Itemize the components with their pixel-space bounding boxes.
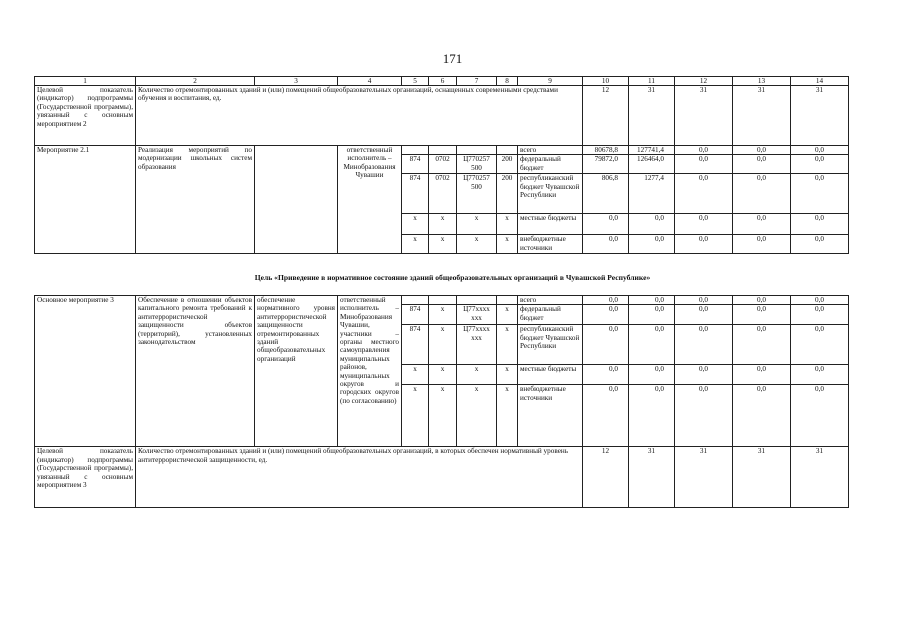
code-cell: x <box>457 235 497 254</box>
value-cell: 1277,4 <box>629 174 675 214</box>
code-cell: 874 <box>402 155 429 174</box>
code-cell <box>429 146 457 155</box>
table-row <box>35 146 849 155</box>
value-cell: 0,0 <box>629 235 675 254</box>
table-row <box>35 296 849 305</box>
header-cell: 9 <box>518 77 583 86</box>
header-cell: 1 <box>35 77 136 86</box>
code-cell: x <box>497 365 518 385</box>
value-cell: 0,0 <box>583 365 629 385</box>
code-cell: x <box>429 385 457 447</box>
code-cell <box>402 146 429 155</box>
target-value: 31 <box>733 447 791 508</box>
value-cell: 80678,8 <box>583 146 629 155</box>
value-cell: 0,0 <box>583 214 629 235</box>
table-event-2 <box>34 76 849 254</box>
source-cell: внебюджетные источники <box>518 235 583 254</box>
event-col3 <box>255 146 338 254</box>
source-cell: федеральный бюджет <box>518 305 583 325</box>
value-cell: 0,0 <box>791 214 849 235</box>
target-value: 31 <box>675 86 733 146</box>
value-cell: 79872,0 <box>583 155 629 174</box>
value-cell: 0,0 <box>675 235 733 254</box>
value-cell: 0,0 <box>791 365 849 385</box>
code-cell: Ц77xxxx xxx <box>457 325 497 365</box>
header-cell: 10 <box>583 77 629 86</box>
value-cell: 0,0 <box>733 296 791 305</box>
value-cell: 0,0 <box>733 325 791 365</box>
value-cell: 0,0 <box>733 385 791 447</box>
code-cell: x <box>497 235 518 254</box>
code-cell: 874 <box>402 174 429 214</box>
value-cell: 0,0 <box>675 296 733 305</box>
value-cell: 806,8 <box>583 174 629 214</box>
value-cell: 0,0 <box>675 155 733 174</box>
code-cell: x <box>429 214 457 235</box>
event-label: Мероприятие 2.1 <box>35 146 136 254</box>
code-cell: x <box>497 385 518 447</box>
value-cell: 0,0 <box>733 305 791 325</box>
code-cell: x <box>429 325 457 365</box>
value-cell: 0,0 <box>791 146 849 155</box>
source-cell: местные бюджеты <box>518 365 583 385</box>
code-cell <box>429 296 457 305</box>
code-cell: x <box>457 214 497 235</box>
target-row <box>35 86 849 146</box>
value-cell: 0,0 <box>733 155 791 174</box>
value-cell: 0,0 <box>791 296 849 305</box>
code-cell: x <box>429 305 457 325</box>
code-cell <box>497 146 518 155</box>
value-cell: 0,0 <box>675 174 733 214</box>
value-cell: 0,0 <box>675 146 733 155</box>
code-cell: x <box>402 214 429 235</box>
code-cell: 0702 <box>429 155 457 174</box>
code-cell: 200 <box>497 174 518 214</box>
source-cell: федеральный бюджет <box>518 155 583 174</box>
code-cell: 0702 <box>429 174 457 214</box>
target-row <box>35 447 849 508</box>
code-cell: x <box>457 385 497 447</box>
event-description: Реализация мероприятий по модернизации школьных систем образования <box>136 146 255 254</box>
value-cell: 0,0 <box>791 174 849 214</box>
target-label: Целевой показатель (индикатор) подпрограммы (Государственной программы), увязанный с основным мероприятием 3 <box>35 447 136 508</box>
value-cell: 126464,0 <box>629 155 675 174</box>
value-cell: 127741,4 <box>629 146 675 155</box>
code-cell: 874 <box>402 325 429 365</box>
target-value: 31 <box>791 86 849 146</box>
target-value: 31 <box>675 447 733 508</box>
code-cell: x <box>457 365 497 385</box>
value-cell: 0,0 <box>675 305 733 325</box>
value-cell: 0,0 <box>583 325 629 365</box>
value-cell: 0,0 <box>629 296 675 305</box>
value-cell: 0,0 <box>733 146 791 155</box>
main-event-col3: обеспечение нормативного уровня антитеррористической защищенности отремонтированных зданий общеобразовательных организаций <box>255 296 338 447</box>
value-cell: 0,0 <box>583 296 629 305</box>
header-cell: 4 <box>338 77 402 86</box>
value-cell: 0,0 <box>629 214 675 235</box>
source-cell: всего <box>518 146 583 155</box>
value-cell: 0,0 <box>629 385 675 447</box>
value-cell: 0,0 <box>791 155 849 174</box>
target-value: 31 <box>629 447 675 508</box>
target-value: 31 <box>629 86 675 146</box>
header-row <box>35 77 849 86</box>
header-cell: 2 <box>136 77 255 86</box>
code-cell: x <box>429 365 457 385</box>
code-cell: Ц770257 500 <box>457 174 497 214</box>
value-cell: 0,0 <box>733 365 791 385</box>
code-cell: x <box>402 235 429 254</box>
header-cell: 14 <box>791 77 849 86</box>
source-cell: местные бюджеты <box>518 214 583 235</box>
code-cell <box>457 146 497 155</box>
header-cell: 5 <box>402 77 429 86</box>
header-cell: 11 <box>629 77 675 86</box>
code-cell <box>457 296 497 305</box>
goal-heading: Цель «Приведение в нормативное состояние зданий общеобразовательных организаций в Чувашской Республике» <box>254 273 651 282</box>
header-cell: 8 <box>497 77 518 86</box>
target-value: 31 <box>791 447 849 508</box>
header-cell: 3 <box>255 77 338 86</box>
main-event-label: Основное мероприятие 3 <box>35 296 136 447</box>
value-cell: 0,0 <box>675 365 733 385</box>
value-cell: 0,0 <box>629 305 675 325</box>
value-cell: 0,0 <box>733 214 791 235</box>
header-cell: 6 <box>429 77 457 86</box>
source-cell: всего <box>518 296 583 305</box>
value-cell: 0,0 <box>791 325 849 365</box>
page-number: 171 <box>442 51 463 66</box>
event-executor: ответственный исполнитель – Минобразования Чувашии <box>338 146 402 254</box>
value-cell: 0,0 <box>629 365 675 385</box>
value-cell: 0,0 <box>583 385 629 447</box>
value-cell: 0,0 <box>675 214 733 235</box>
main-event-description: Обеспечение в отношении объектов капитального ремонта требований к антитеррористической защищенности объектов (территорий), установленных законодательством <box>136 296 255 447</box>
code-cell: x <box>497 214 518 235</box>
code-cell <box>497 296 518 305</box>
main-event-executor: ответственный исполнитель – Минобразования Чувашии, участники – органы местного самоуправления муниципальных районов, муниципальных округов и городских округов (по согласованию) <box>338 296 402 447</box>
source-cell: республиканский бюджет Чувашской Республики <box>518 174 583 214</box>
target-description: Количество отремонтированных зданий и (или) помещений общеобразовательных организаций, в которых обеспечен нормативный уровень антитеррористической защищенности, ед. <box>136 447 583 508</box>
header-cell: 13 <box>733 77 791 86</box>
target-description: Количество отремонтированных зданий и (или) помещений общеобразовательных организаций, оснащенных современными средствами обучения и воспитания, ед. <box>136 86 583 146</box>
code-cell: x <box>497 305 518 325</box>
table-main-event-3 <box>34 295 849 508</box>
code-cell: Ц77xxxx xxx <box>457 305 497 325</box>
value-cell: 0,0 <box>733 174 791 214</box>
value-cell: 0,0 <box>583 305 629 325</box>
header-cell: 7 <box>457 77 497 86</box>
target-value: 12 <box>583 86 629 146</box>
code-cell: 874 <box>402 305 429 325</box>
code-cell: x <box>497 325 518 365</box>
target-value: 12 <box>583 447 629 508</box>
code-cell <box>402 296 429 305</box>
value-cell: 0,0 <box>629 325 675 365</box>
target-value: 31 <box>733 86 791 146</box>
code-cell: x <box>429 235 457 254</box>
source-cell: внебюджетные источники <box>518 385 583 447</box>
code-cell: x <box>402 385 429 447</box>
code-cell: x <box>402 365 429 385</box>
value-cell: 0,0 <box>791 385 849 447</box>
code-cell: Ц770257 500 <box>457 155 497 174</box>
header-cell: 12 <box>675 77 733 86</box>
value-cell: 0,0 <box>791 305 849 325</box>
value-cell: 0,0 <box>733 235 791 254</box>
source-cell: республиканский бюджет Чувашской Республики <box>518 325 583 365</box>
code-cell: 200 <box>497 155 518 174</box>
target-label: Целевой показатель (индикатор) подпрограммы (Государственной программы), увязанный с основным мероприятием 2 <box>35 86 136 146</box>
value-cell: 0,0 <box>583 235 629 254</box>
value-cell: 0,0 <box>675 385 733 447</box>
value-cell: 0,0 <box>791 235 849 254</box>
value-cell: 0,0 <box>675 325 733 365</box>
